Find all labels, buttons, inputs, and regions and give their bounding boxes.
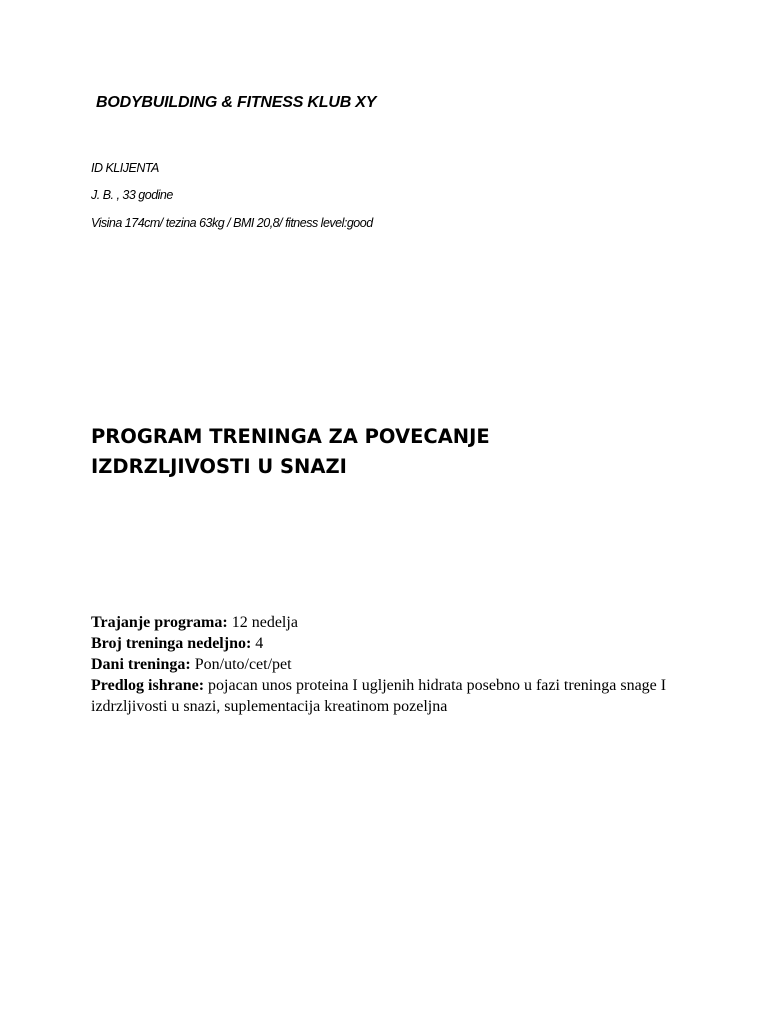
nutrition-label: Predlog ishrane: [91, 677, 205, 694]
program-title-line-2: IZDRZLJIVOSTI U SNAZI [91, 455, 347, 478]
duration-row [91, 612, 691, 633]
program-title-line-1: PROGRAM TRENINGA ZA POVECANJE [91, 425, 490, 448]
nutrition-value: pojacan unos proteina I ugljenih hidrata posebno u fazi treninga snage I izdrzljivosti u snazi, suplementacija kreatinom pozeljna [91, 677, 667, 715]
sessions-row [91, 633, 691, 654]
program-title [91, 422, 691, 482]
days-row [91, 654, 691, 675]
duration-value: 12 nedelja [227, 614, 298, 631]
sessions-label: Broj treninga nedeljno: [91, 635, 252, 652]
days-label: Dani treninga: [91, 656, 191, 673]
client-id-label: ID KLIJENTA [91, 161, 159, 175]
days-value: Pon/uto/cet/pet [190, 656, 292, 673]
client-name-age: J. B. , 33 godine [91, 188, 173, 202]
duration-label: Trajanje programa: [91, 614, 228, 631]
sessions-value: 4 [251, 635, 264, 652]
club-title: BODYBUILDING & FITNESS KLUB XY [96, 94, 377, 111]
client-stats: Visina 174cm/ tezina 63kg / BMI 20,8/ fitness level:good [91, 216, 373, 230]
nutrition-row [91, 675, 681, 717]
program-details [91, 612, 691, 717]
